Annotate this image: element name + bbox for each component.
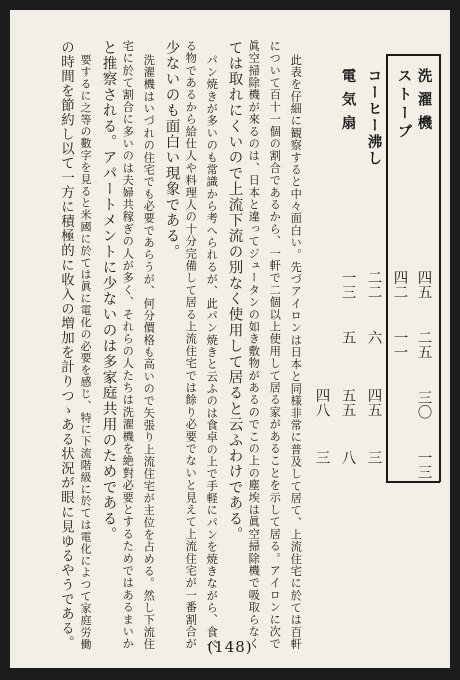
- table-value: 三〇: [415, 390, 432, 419]
- table-item-coffee-maker: コーヒー沸し: [365, 68, 383, 167]
- table-value: 八: [339, 450, 356, 465]
- table-value: 五: [339, 330, 356, 345]
- table-value: 二二: [365, 270, 382, 299]
- body-line-2: について百十一個の割合であるから、一軒で二個以上使用して居る家があることを示して居る。アイロンに次で: [268, 40, 282, 650]
- table-value: 五五: [339, 388, 356, 417]
- table-value: 三: [365, 450, 382, 465]
- table-item-washing-machine: 洗濯機: [415, 68, 433, 139]
- table-value: 四五: [365, 388, 382, 417]
- table-value: 一一: [391, 330, 408, 359]
- page-number: (148): [207, 638, 253, 656]
- table-value: 四五: [415, 270, 432, 299]
- table-item-stove: ストーブ: [395, 68, 413, 142]
- body-line-4: ては取れにくいので上流下流の別なく使用して居ると云ふわけである。: [226, 40, 243, 543]
- body-line-5: パン焼きが多いのも常識から考へられるが、此パン焼きと云ふのは食卓の上で手軽にパンを焼きながら、食べ: [205, 54, 219, 651]
- table-bottom-rule: [386, 481, 440, 483]
- table-value: 四二: [391, 270, 408, 299]
- table-value: 六: [365, 330, 382, 345]
- table-value: 二五: [415, 330, 432, 359]
- table-value: 四八: [313, 388, 330, 417]
- table-value: 一三: [339, 270, 356, 299]
- table-item-electric-fan: 電気扇: [339, 68, 357, 139]
- body-line-9: 宅に於て割合に多いのは夫婦共稼ぎの人が多く、それらの人たちは洗濯機を絶對必要とするためではあるまいか: [121, 40, 135, 650]
- body-line-1: 此表を仔細に観察すると中々面白い。先づアイロンは日本と同様非常に普及して居て、上流住宅に於ては百軒: [289, 54, 303, 651]
- body-line-8: 洗濯機はいづれの住宅でも必要であらうが、何分價格も高いので矢張り上流住宅が主位を占める。然し下流住: [142, 54, 156, 651]
- table-left-rule: [386, 54, 388, 482]
- table-value: 一三: [415, 450, 432, 479]
- table-value: 三: [313, 450, 330, 465]
- body-line-10: と推察される。アパートメントに少ないのは多家庭共用のためである。: [100, 40, 117, 543]
- body-line-3: 眞空掃除機が來るのは、日本と違ってジュータンの如き敷物があるのでこの上の塵埃は眞空掃除機で吸取らなく: [247, 40, 261, 650]
- body-line-11: 要するに之等の數字を見ると米國に於ては眞に電化の必要を感じ、特に下流階級に於ては電化によつて家庭労働: [79, 54, 93, 650]
- table-top-rule: [386, 54, 440, 56]
- table-right-rule: [439, 54, 441, 482]
- document-page: [10, 10, 450, 668]
- body-line-12: の時間を節約し以て一方に積極的に收入の増加を計りつゝある状況が眼に見ゆるやうである。: [58, 40, 74, 651]
- body-line-7: 少ないのも面白い現象である。: [163, 40, 180, 260]
- body-line-6: る物であるから給仕人や料理人の十分完備して居る上流住宅では餘り必要でないと見えて上流住宅が一番割合が: [184, 40, 198, 650]
